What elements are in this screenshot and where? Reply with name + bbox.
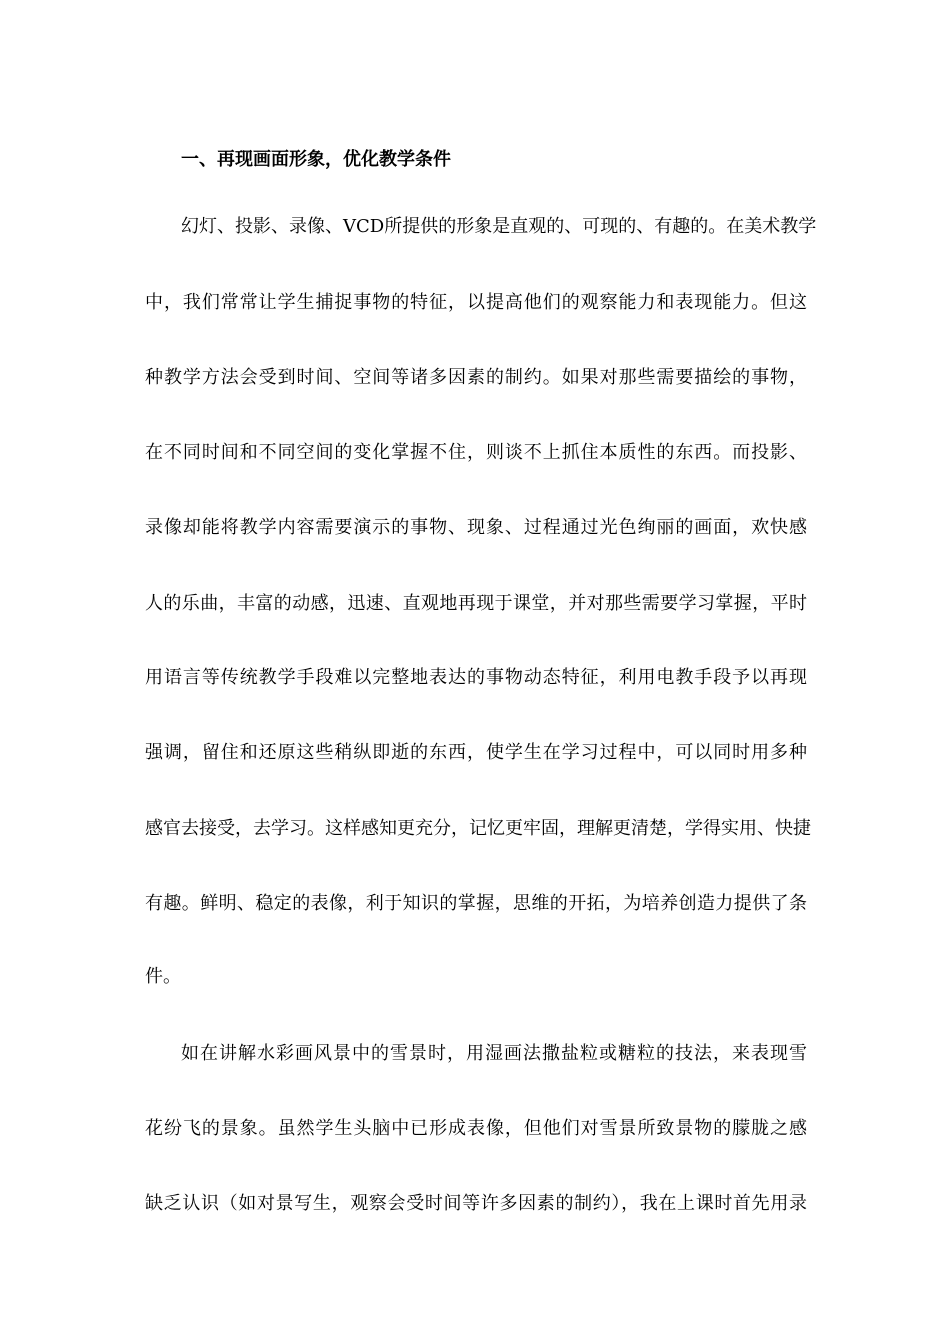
- paragraph-1-line-2: 中，我们常常让学生捕捉事物的特征，以提高他们的观察能力和表现能力。但这: [145, 292, 807, 313]
- paragraph-1-line-8: 强调，留住和还原这些稍纵即逝的东西，使学生在学习过程中，可以同时用多种: [145, 742, 807, 763]
- paragraph-2-line-2: 花纷飞的景象。虽然学生头脑中已形成表像，但他们对雪景所致景物的朦胧之感: [145, 1118, 807, 1139]
- paragraph-2-line-1: 如在讲解水彩画风景中的雪景时，用湿画法撒盐粒或糖粒的技法，来表现雪: [181, 1043, 807, 1064]
- paragraph-1-line-10: 有趣。鲜明、稳定的表像，利于知识的掌握，思维的开拓，为培养创造力提供了条: [145, 893, 807, 914]
- paragraph-1-line-5: 录像却能将教学内容需要演示的事物、现象、过程通过光色绚丽的画面，欢快感: [145, 517, 807, 538]
- paragraph-1-line-6: 人的乐曲，丰富的动感，迅速、直观地再现于课堂，并对那些需要学习掌握，平时: [145, 593, 807, 614]
- paragraph-1-line-4: 在不同时间和不同空间的变化掌握不住，则谈不上抓住本质性的东西。而投影、: [145, 442, 807, 463]
- paragraph-1-line-11: 件。: [145, 966, 181, 987]
- section-heading: 一、再现画面形象，优化教学条件: [181, 149, 451, 170]
- paragraph-1-line-7: 用语言等传统教学手段难以完整地表达的事物动态特征，利用电教手段予以再现: [145, 667, 807, 688]
- paragraph-2-line-3: 缺乏认识（如对景写生，观察会受时间等许多因素的制约），我在上课时首先用录: [145, 1193, 807, 1214]
- paragraph-1-line-3: 种教学方法会受到时间、空间等诸多因素的制约。如果对那些需要描绘的事物，: [145, 367, 807, 388]
- paragraph-1-line-9: 感官去接受，去学习。这样感知更充分，记忆更牢固，理解更清楚，学得实用、快捷: [145, 818, 811, 839]
- paragraph-1-line-1: 幻灯、投影、录像、VCD所提供的形象是直观的、可现的、有趣的。在美术教学: [181, 216, 817, 237]
